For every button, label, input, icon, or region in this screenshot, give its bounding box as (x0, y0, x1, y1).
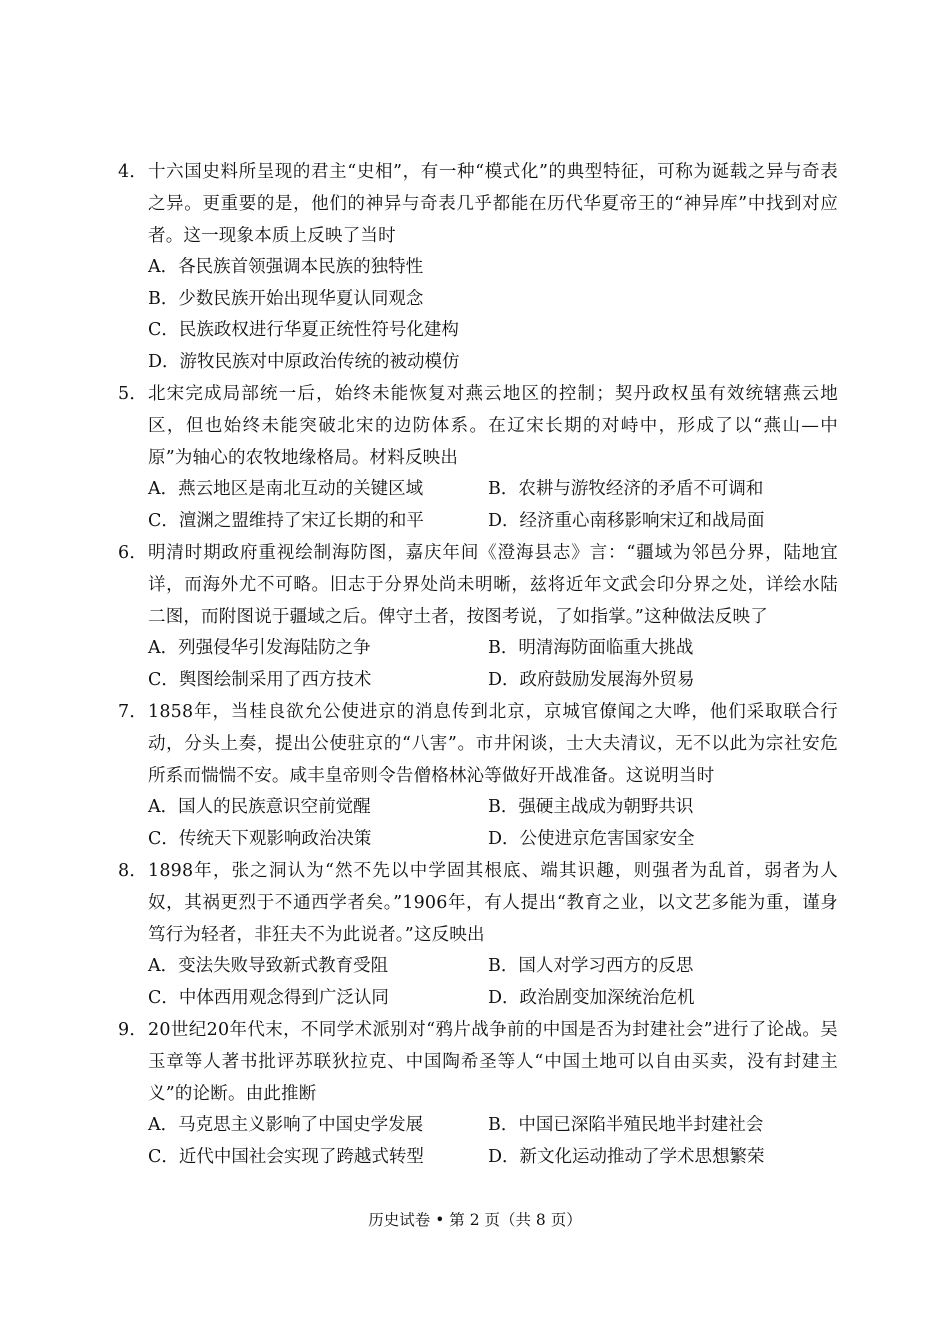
option-d: D．新文化运动推动了学术思想繁荣 (488, 1146, 765, 1167)
question-text: 1858年，当桂良欲允公使进京的消息传到北京，京城官僚闻之大哗，他们采取联合行动，分头上奏，提出公使驻京的“八害”。市井闲谈，士大夫清议，无不以此为宗社安危所系而惴惴不安。咸丰皇帝则令告僧格林沁等做好开战准备。这说明当时 (148, 702, 838, 786)
option-a: A．列强侵华引发海陆防之争 (148, 638, 371, 658)
question-stem (118, 537, 838, 633)
options (118, 792, 838, 855)
option-a: A．国人的民族意识空前觉醒 (148, 797, 371, 817)
question-number: 7． (118, 702, 148, 722)
question-text: 十六国史料所呈现的君主“史相”，有一种“模式化”的典型特征，可称为诞载之异与奇表之异。更重要的是，他们的神异与奇表几乎都能在历代华夏帝王的“神异库”中找到对应者。这一现象本质上反映了当时 (148, 162, 838, 246)
option-c: C．近代中国社会实现了跨越式转型 (148, 1146, 424, 1167)
option-a: A．马克思主义影响了中国史学发展 (148, 1115, 424, 1135)
option-c: C．中体西用观念得到广泛认同 (148, 987, 389, 1008)
question-number: 9． (118, 1020, 148, 1040)
question-number: 4． (118, 162, 148, 182)
option-a: A．各民族首领强调本民族的独特性 (148, 257, 424, 277)
option-c: C．澶渊之盟维持了宋辽长期的和平 (148, 510, 424, 531)
question-number: 5． (118, 384, 148, 404)
option-c: C．传统天下观影响政治决策 (148, 828, 372, 849)
question-8 (118, 855, 838, 1014)
options (118, 474, 838, 537)
question-9 (118, 1014, 838, 1173)
option-b: B．强硬主战成为朝野共识 (488, 797, 694, 817)
question-number: 6． (118, 543, 148, 563)
option-d: D．公使进京危害国家安全 (488, 828, 695, 849)
options (118, 1110, 838, 1173)
question-stem (118, 1014, 838, 1110)
question-6 (118, 537, 838, 696)
options (118, 633, 838, 696)
question-7 (118, 696, 838, 855)
question-stem (118, 156, 838, 252)
question-stem (118, 378, 838, 474)
option-b: B．中国已深陷半殖民地半封建社会 (488, 1115, 764, 1135)
option-a: A．燕云地区是南北互动的关键区域 (148, 479, 424, 499)
option-b: B．国人对学习西方的反思 (488, 956, 694, 976)
options (118, 252, 838, 378)
question-5 (118, 378, 838, 537)
option-b: B．明清海防面临重大挑战 (488, 638, 694, 658)
option-d: D．游牧民族对中原政治传统的被动模仿 (148, 351, 460, 372)
option-a: A．变法失败导致新式教育受阻 (148, 956, 389, 976)
question-4 (118, 156, 838, 378)
question-text: 1898年，张之洞认为“然不先以中学固其根底、端其识趣，则强者为乱首，弱者为人奴，其祸更烈于不通西学者矣。”1906年，有人提出“教育之业，以文艺多能为重，谨身笃行为轻者，非狂夫不为此说者。”这反映出 (148, 861, 838, 945)
question-text: 北宋完成局部统一后，始终未能恢复对燕云地区的控制；契丹政权虽有效统辖燕云地区，但也始终未能突破北宋的边防体系。在辽宋长期的对峙中，形成了以“燕山—中原”为轴心的农牧地缘格局。材料反映出 (148, 384, 839, 468)
question-list (118, 156, 838, 1173)
option-d: D．政治剧变加深统治危机 (488, 987, 695, 1008)
page-footer: 历史试卷 • 第 2 页（共 8 页） (368, 1211, 582, 1229)
option-b: B．少数民族开始出现华夏认同观念 (148, 288, 424, 309)
option-d: D．政府鼓励发展海外贸易 (488, 669, 695, 690)
option-c: C．舆图绘制采用了西方技术 (148, 669, 372, 690)
question-text: 明清时期政府重视绘制海防图，嘉庆年间《澄海县志》言：“疆域为邻邑分界，陆地宜详，而海外尤不可略。旧志于分界处尚未明晰，兹将近年文武会印分界之处，详绘水陆二图，而附图说于疆域之后。俾守土者，按图考说，了如指掌。”这种做法反映了 (148, 543, 838, 627)
question-text: 20世纪20年代末，不同学术派别对“鸦片战争前的中国是否为封建社会”进行了论战。吴玉章等人著书批评苏联狄拉克、中国陶希圣等人“中国土地可以自由买卖，没有封建主义”的论断。由此推断 (148, 1020, 838, 1104)
option-b: B．农耕与游牧经济的矛盾不可调和 (488, 479, 764, 499)
option-d: D．经济重心南移影响宋辽和战局面 (488, 510, 765, 531)
question-stem (118, 696, 838, 792)
options (118, 951, 838, 1014)
question-number: 8． (118, 861, 148, 881)
question-stem (118, 855, 838, 951)
option-c: C．民族政权进行华夏正统性符号化建构 (148, 320, 459, 340)
